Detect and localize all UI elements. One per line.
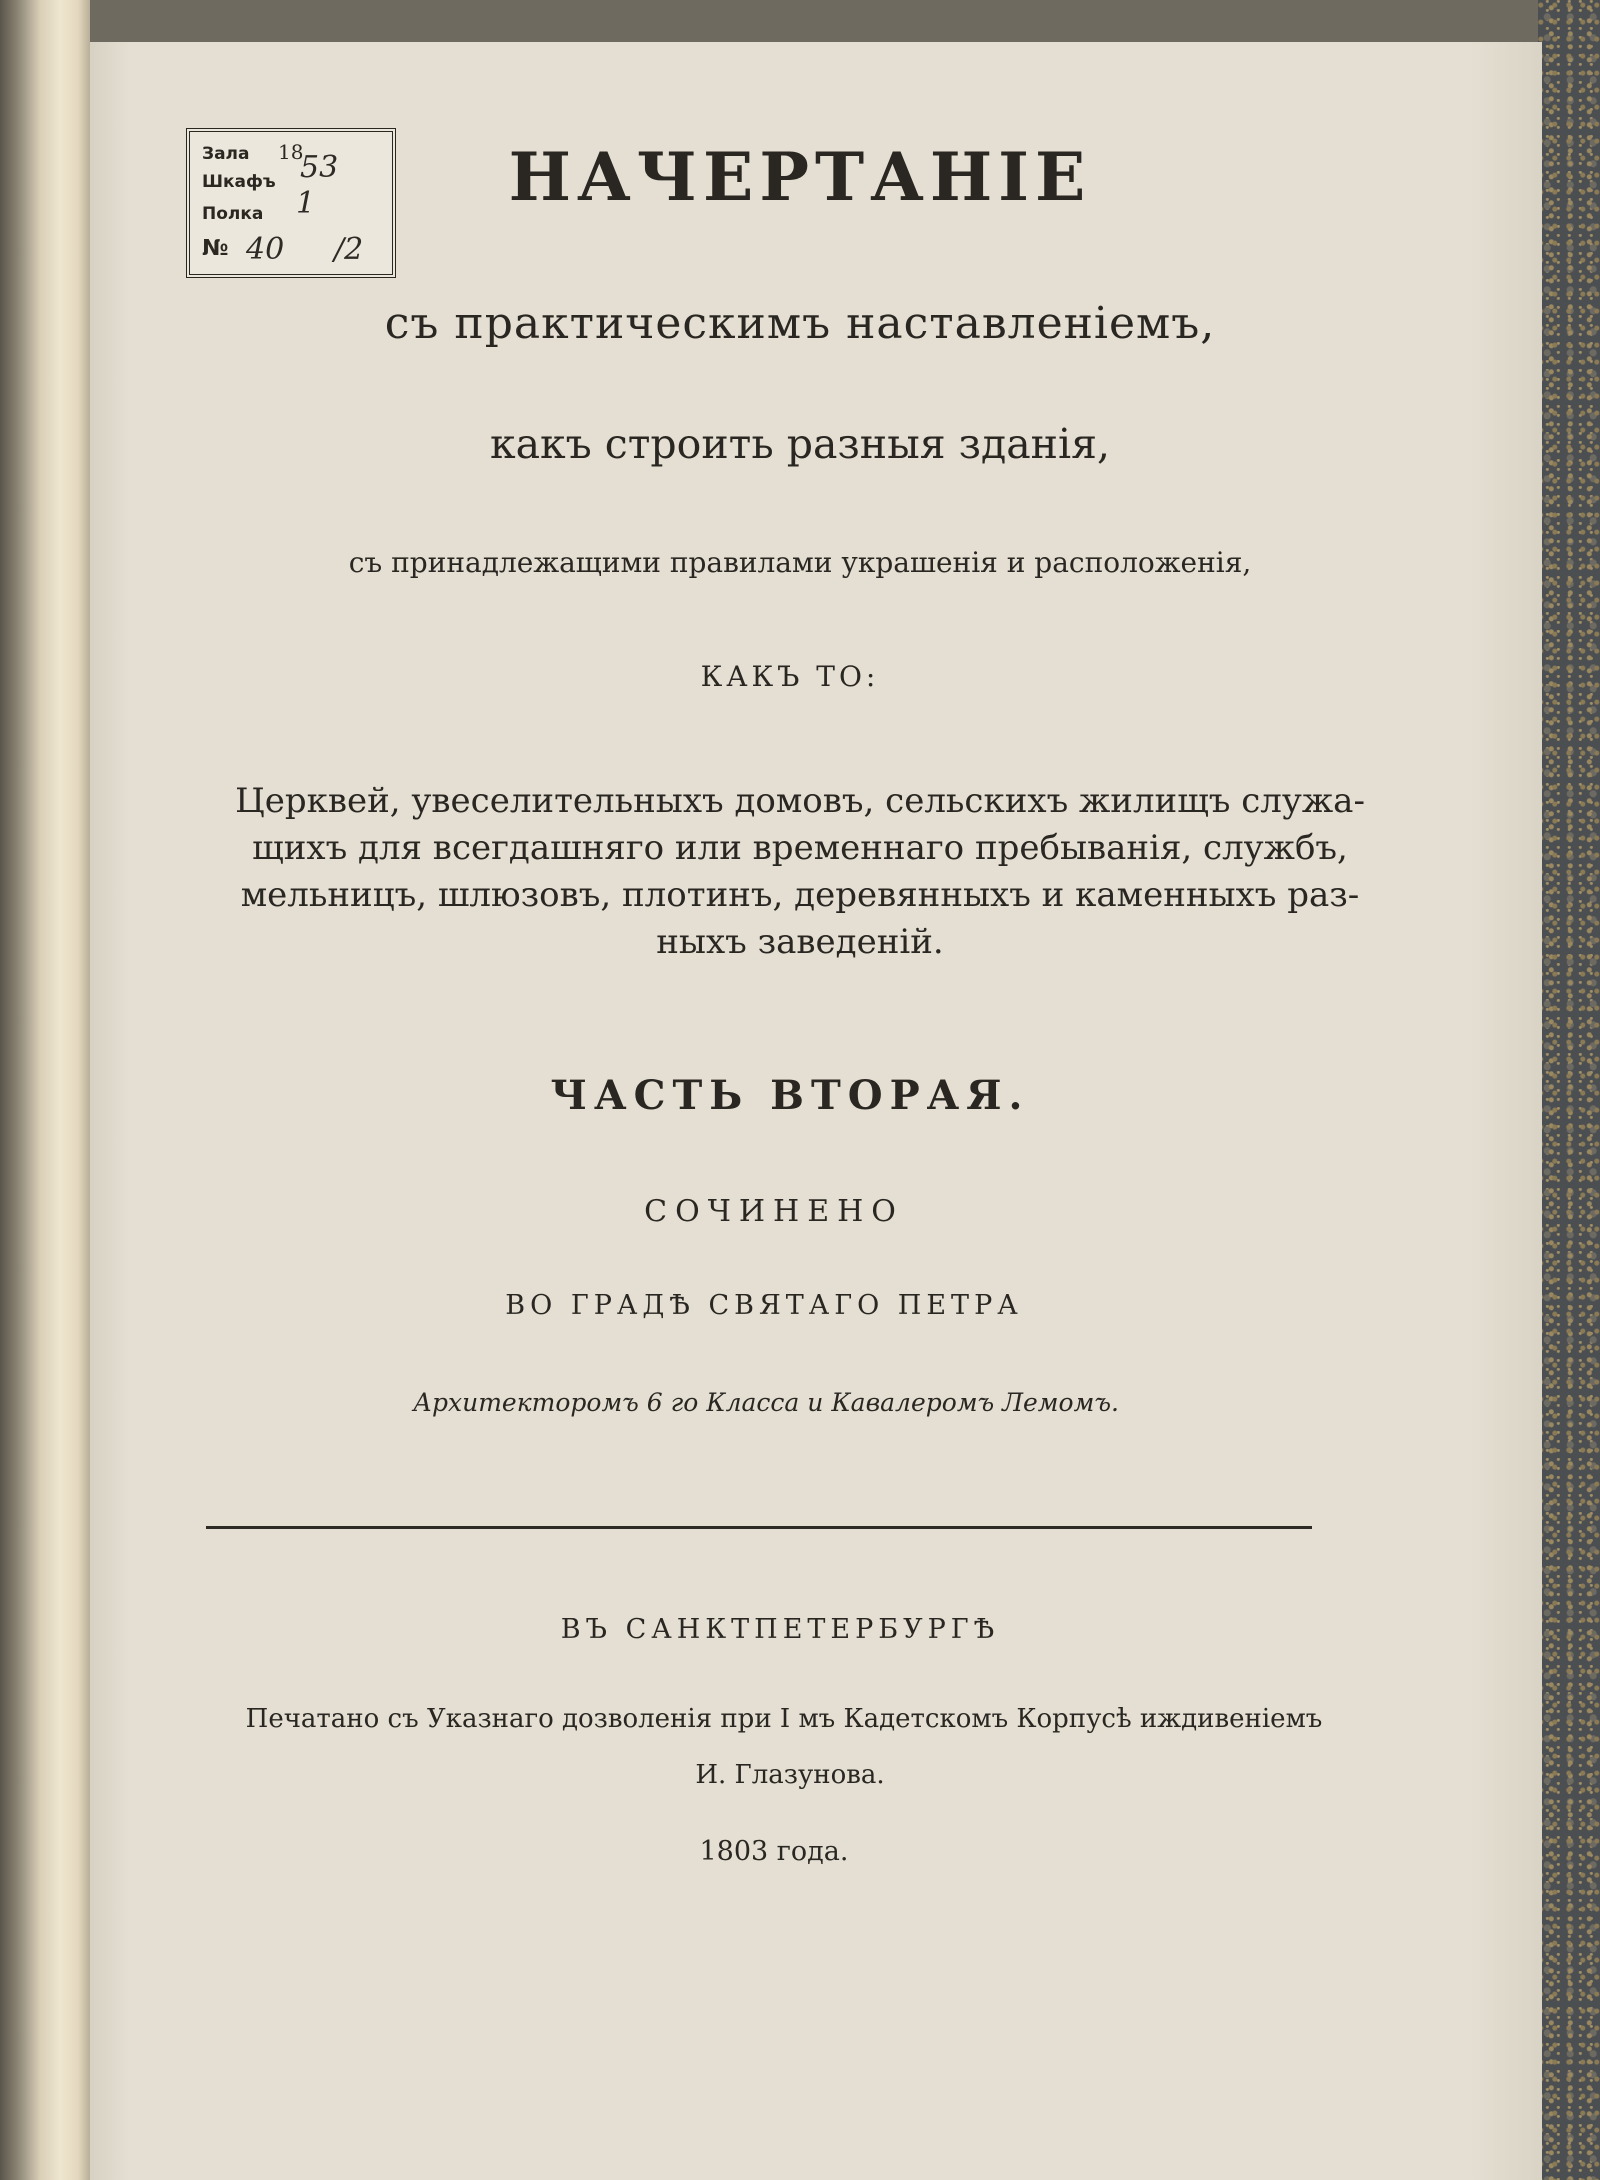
stamp-number-row: [202, 236, 246, 268]
stamp-cabinet-label: Шкафъ: [202, 172, 276, 192]
composed-line: СОЧИНЕНО: [644, 1194, 904, 1229]
stamp-hall-value: 18: [278, 140, 304, 164]
list-line-1: Церквей, увеселительныхъ домовъ, сельскихъ жилищъ служа-: [235, 781, 1365, 821]
imprint-publisher: И. Глазунова.: [695, 1760, 885, 1790]
stamp-shelf-label: Полка: [202, 204, 264, 224]
list-line-3: мельницъ, шлюзовъ, плотинъ, деревянныхъ и каменныхъ раз-: [240, 875, 1360, 915]
subtitle-line-3: съ принадлежащими правилами украшенія и расположенія,: [348, 546, 1252, 579]
stamp-shelf-handwritten: 1: [296, 186, 316, 221]
author-line: Архитекторомъ 6 го Класса и Кавалеромъ Лемомъ.: [413, 1388, 1119, 1417]
stamp-cabinet-handwritten: 53: [300, 150, 339, 185]
stamp-extra-handwritten: /2: [334, 232, 364, 267]
part-heading: ЧАСТЬ ВТОРАЯ.: [550, 1072, 1030, 1119]
subtitle-line-2: какъ строить разныя зданія,: [489, 420, 1111, 468]
imprint-printed: Печатано съ Указнаго дозволенія при I мъ Кадетскомъ Корпусѣ иждивеніемъ: [245, 1704, 1323, 1734]
imprint-place: ВЪ САНКТПЕТЕРБУРГѢ: [560, 1614, 1000, 1645]
horizontal-rule: [206, 1526, 1312, 1529]
stamp-number-handwritten: 40: [246, 232, 285, 267]
city-line: ВО ГРАДѢ СВЯТАГО ПЕТРА: [505, 1290, 1023, 1321]
list-line-4: ныхъ заведеній.: [656, 922, 944, 962]
stamp-number-label: №: [202, 236, 229, 261]
book-title: НАЧЕРТАНІЕ: [508, 138, 1092, 216]
list-line-2: щихъ для всегдашняго или временнаго пребыванія, службъ,: [252, 828, 1348, 868]
stamp-hall-label: Зала: [202, 144, 250, 164]
imprint-year: 1803 года.: [699, 1836, 849, 1867]
subtitle-line-1: съ практическимъ наставленіемъ,: [384, 298, 1216, 349]
kak-to-heading: КАКЪ ТО:: [700, 660, 880, 693]
building-types-list: [0, 778, 1600, 966]
